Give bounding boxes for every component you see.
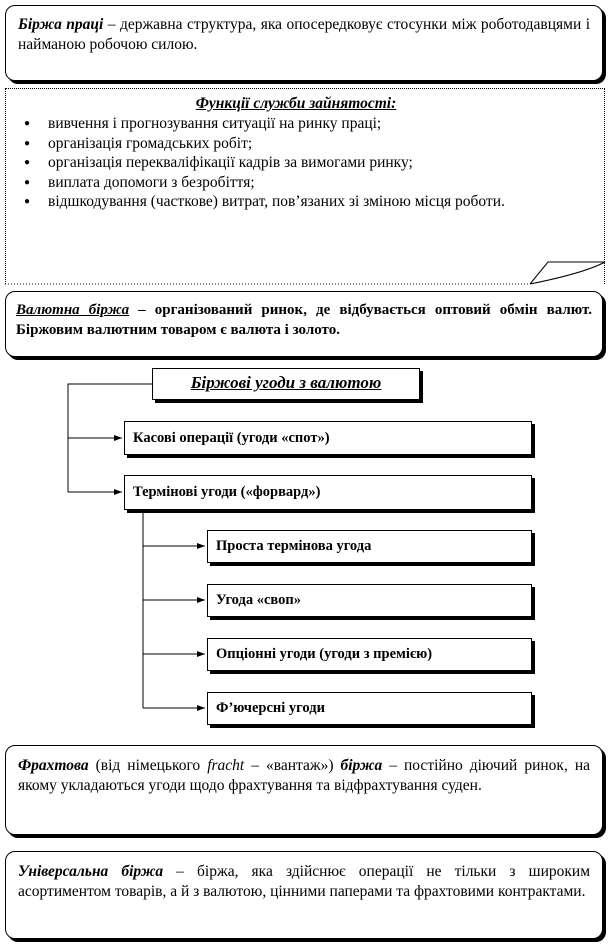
function-item: ● відшкодування (часткове) витрат, пов’язаних зі зміною місця роботи. [30,192,586,212]
universal-exchange-definition: – біржа, яка здійснює операції не тільки з широким асортиментом товарів, а й з валютою, цінними паперами та фрахтовими контрактами. [18,863,590,900]
employment-functions-title: Функції служби зайнятості: [195,95,397,112]
labour-exchange-definition: – державна структура, яка опосередковує стосунки між роботодавцями і найманою робочою силою. [18,16,590,53]
freight-exchange-term: Фрахтова [18,757,89,774]
universal-exchange-box [5,851,603,939]
deals-diagram-header: Біржові угоди з валютою [152,368,420,400]
forward-child-node: Проста термінова угода [207,530,532,563]
freight-exchange-text: – постійно діючий ринок, на якому укладаються угоди щодо фрахтування та відфрахтування суден. [18,757,591,794]
freight-exchange-text: – «вантаж») [244,757,341,774]
forward-deals-node: Термінові угоди («форвард») [124,475,532,510]
freight-exchange-text: (від німецького [88,757,208,774]
function-item: ● організація громадських робіт; [30,134,586,154]
freight-exchange-term: біржа [340,757,383,774]
forward-child-node: Ф’ючерсні угоди [207,692,532,725]
function-item: ● виплата допомоги з безробіття; [30,173,586,193]
forward-child-node: Угода «своп» [207,584,532,617]
freight-exchange-foreign-word: fracht [207,757,245,774]
function-item: ● вивчення і прогнозування ситуації на ринку праці; [30,114,586,134]
currency-exchange-term: Валютна біржа [16,302,130,318]
freight-exchange-box [5,745,603,835]
function-item: ● організація перекваліфікації кадрів за вимогами ринку; [30,153,586,173]
spot-deals-node: Касові операції (угоди «спот») [124,421,532,455]
forward-child-node: Опціонні угоди (угоди з премією) [207,638,532,671]
currency-exchange-definition: – організований ринок, де відбувається оптовий обмін валют. Біржовим валютним товаром є валюта і золото. [16,302,592,338]
universal-exchange-term: Універсальна біржа [18,863,164,880]
labour-exchange-term: Біржа праці [18,16,104,33]
